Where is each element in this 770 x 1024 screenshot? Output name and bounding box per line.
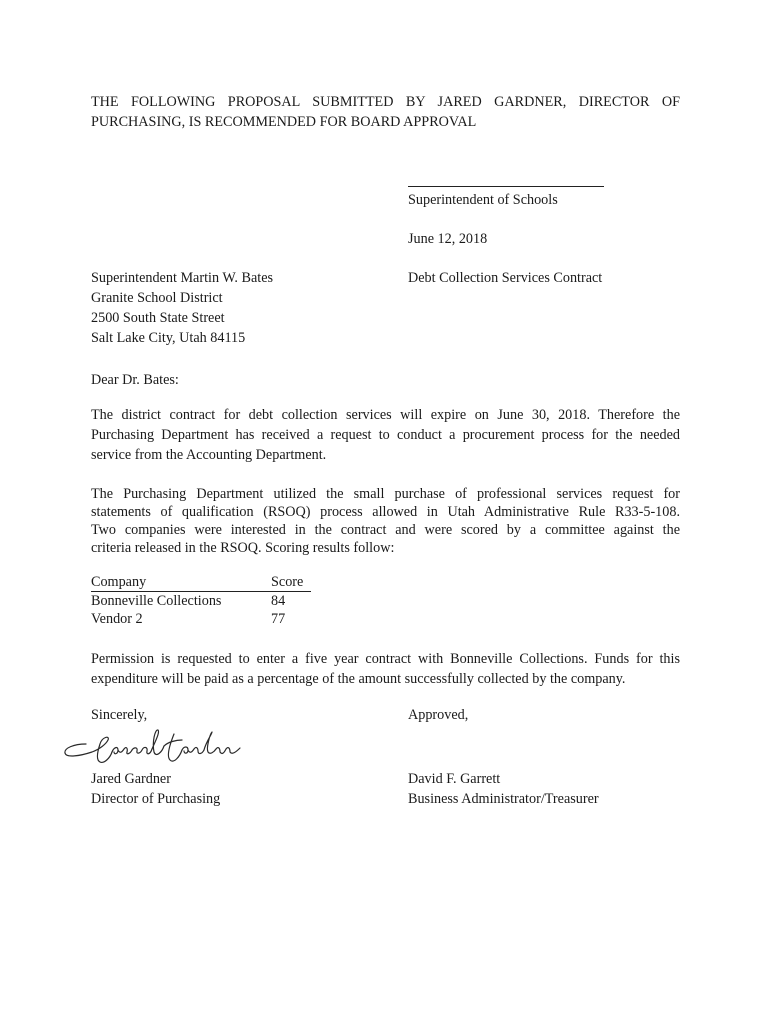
table-header-row <box>91 574 311 592</box>
paragraph-line: statements of qualification (RSOQ) process allowed in Utah Administrative Rule R33-5-108. <box>91 504 680 520</box>
recipient-street: 2500 South State Street <box>91 310 225 326</box>
approver-name: David F. Garrett <box>408 771 501 787</box>
recipient-organization: Granite School District <box>91 290 223 306</box>
heading-line-2: PURCHASING, IS RECOMMENDED FOR BOARD APPROVAL <box>91 114 477 130</box>
proposal-heading <box>91 92 680 132</box>
paragraph-line: Permission is requested to enter a five year contract with Bonneville Collections. Funds for this <box>91 651 680 667</box>
paragraph-line: criteria released in the RSOQ. Scoring results follow: <box>91 540 395 556</box>
sender-name: Jared Gardner <box>91 771 171 787</box>
score-column-header: Score <box>271 574 311 592</box>
company-cell: Vendor 2 <box>91 611 143 627</box>
score-cell: 84 <box>271 593 286 609</box>
superintendent-signature-line <box>408 186 604 187</box>
approver-title: Business Administrator/Treasurer <box>408 791 599 807</box>
paragraph-rsoq-process <box>91 485 680 557</box>
recipient-name: Superintendent Martin W. Bates <box>91 270 274 286</box>
score-cell: 77 <box>271 611 286 627</box>
paragraph-contract-expiry <box>91 405 680 465</box>
salutation: Dear Dr. Bates: <box>91 372 179 388</box>
paragraph-line: The district contract for debt collection services will expire on June 30, 2018. Therefore the <box>91 407 680 423</box>
letter-date: June 12, 2018 <box>408 231 488 247</box>
table-row <box>91 610 311 628</box>
closing-sincerely: Sincerely, <box>91 707 148 723</box>
superintendent-title: Superintendent of Schools <box>408 192 558 208</box>
company-cell: Bonneville Collections <box>91 593 222 609</box>
recipient-city: Salt Lake City, Utah 84115 <box>91 330 246 346</box>
heading-line-1: THE FOLLOWING PROPOSAL SUBMITTED BY JARED GARDNER, DIRECTOR OF <box>91 94 680 110</box>
paragraph-line: service from the Accounting Department. <box>91 447 327 463</box>
sender-title: Director of Purchasing <box>91 791 221 807</box>
paragraph-line: expenditure will be paid as a percentage of the amount successfully collected by the company. <box>91 671 626 687</box>
paragraph-line: Purchasing Department has received a request to conduct a procurement process for the needed <box>91 427 680 443</box>
signature-text: Jared Gardner <box>62 769 68 770</box>
closing-approved: Approved, <box>408 707 469 723</box>
paragraph-line: The Purchasing Department utilized the small purchase of professional services request for <box>91 486 680 502</box>
table-row <box>91 592 311 611</box>
paragraph-permission-request <box>91 649 680 689</box>
company-column-header: Company <box>91 574 271 592</box>
paragraph-line: Two companies were interested in the contract and were scored by a committee against the <box>91 522 680 538</box>
handwritten-signature <box>62 722 247 770</box>
letter-subject: Debt Collection Services Contract <box>408 270 603 286</box>
scoring-results-table <box>91 574 311 628</box>
